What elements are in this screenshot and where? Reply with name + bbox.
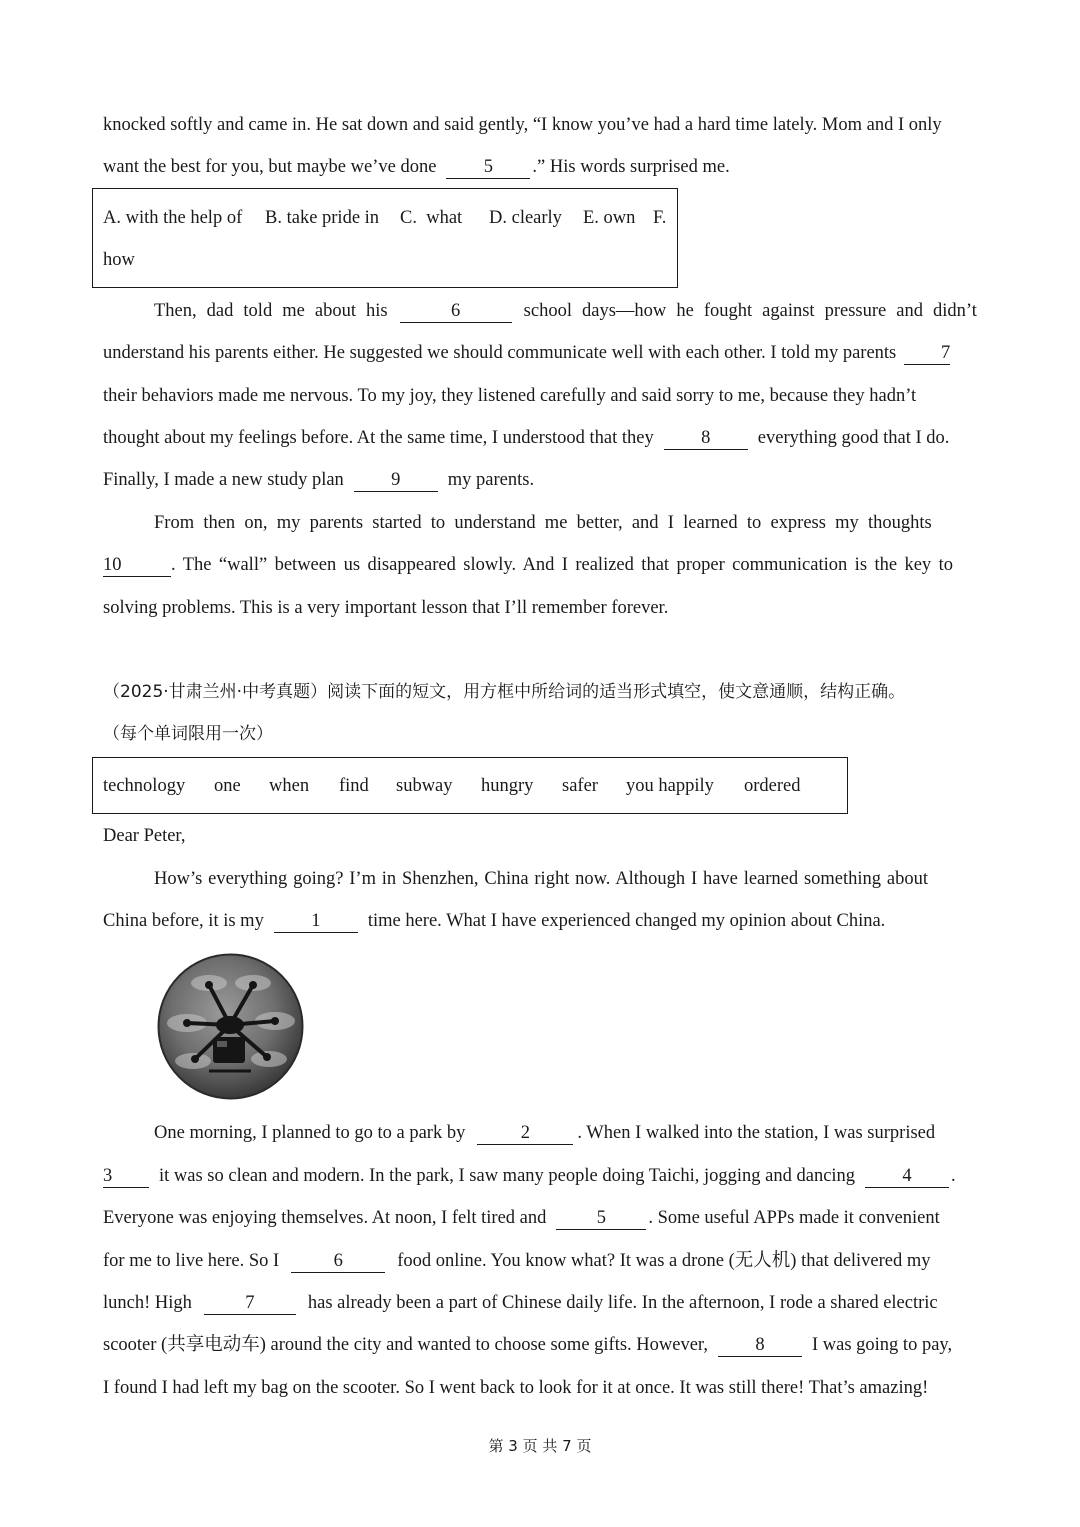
text-line [103, 112, 977, 138]
text: I found I had left my bag on the scooter. So I went back to look for it at once. It was still there! That’s amazing! [103, 1378, 929, 1398]
text-line [103, 467, 977, 493]
text-line [103, 1205, 977, 1231]
answer-blank[interactable]: 8 [664, 428, 748, 450]
word: me [282, 301, 305, 321]
text-line [103, 595, 977, 621]
text: From then on, my parents started to understand me better, and I learned to express my thoughts [154, 513, 932, 533]
word: pressure [824, 301, 887, 321]
word-bank-item: technology [103, 776, 186, 796]
text: scooter (共享电动车) around the city and wanted to choose some gifts. However, [103, 1335, 708, 1355]
word-bank-item: hungry [481, 776, 534, 796]
page-number: 第 3 页 共 7 页 [488, 1437, 592, 1455]
text-line [154, 510, 977, 536]
text: their behaviors made me nervous. To my joy, they listened carefully and said sorry to me, because they hadn’t [103, 386, 917, 406]
text-line [103, 552, 977, 578]
word-bank-item: ordered [744, 776, 801, 796]
word: dad [206, 301, 234, 321]
instruction-text: （2025·甘肃兰州·中考真题）阅读下面的短文，用方框中所给词的适当形式填空，使文意通顺，结构正确。 [103, 682, 906, 702]
text-line [103, 425, 977, 451]
text: knocked softly and came in. He sat down and said gently, “I know you’ve had a hard time lately. Mom and I only [103, 115, 942, 135]
answer-blank[interactable]: 2 [477, 1123, 573, 1145]
word: days—how [582, 301, 667, 321]
option-f: F. [653, 208, 667, 228]
text: has already been a part of Chinese daily life. In the afternoon, I rode a shared electric [307, 1293, 938, 1313]
salutation: Dear Peter, [103, 826, 186, 846]
text-line [103, 340, 977, 366]
answer-blank[interactable]: 5 [446, 157, 530, 179]
word: Then, [154, 301, 197, 321]
word: didn’t [933, 301, 977, 321]
text: solving problems. This is a very important lesson that I’ll remember forever. [103, 598, 669, 618]
text: everything good that I do. [757, 428, 950, 448]
instruction [103, 679, 977, 705]
text-line [154, 298, 977, 324]
option-b: B. take pride in [265, 208, 380, 228]
text: understand his parents either. He suggested we should communicate well with each other. I told my parents [103, 343, 897, 363]
word-bank-item: find [339, 776, 369, 796]
word-bank-box [92, 757, 848, 814]
text: I was going to pay, [811, 1335, 953, 1355]
answer-blank[interactable]: 10 [103, 555, 171, 577]
option-e: E. own [583, 208, 636, 228]
option-a: A. with the help of [103, 208, 243, 228]
word-options-box [92, 188, 678, 288]
answer-blank[interactable]: 7 [204, 1293, 296, 1315]
text: . The “wall” between us disappeared slowly. And I realized that proper communication is the key to [171, 555, 953, 575]
word: he [676, 301, 694, 321]
answer-blank[interactable]: 8 [718, 1335, 802, 1357]
text: time here. What I have experienced changed my opinion about China. [367, 911, 886, 931]
answer-blank[interactable]: 5 [556, 1208, 646, 1230]
text: China before, it is my [103, 911, 264, 931]
text-line [154, 866, 977, 892]
drone-image [157, 953, 304, 1100]
text: want the best for you, but maybe we’ve done [103, 157, 437, 177]
word: against [762, 301, 815, 321]
text-line [154, 1120, 977, 1146]
answer-blank[interactable]: 6 [291, 1251, 385, 1273]
text: for me to live here. So I [103, 1251, 280, 1271]
word-bank-item: you happily [626, 776, 714, 796]
answer-blank[interactable]: 6 [400, 301, 512, 323]
text: lunch! High [103, 1293, 192, 1313]
text-line [103, 1332, 977, 1358]
text: thought about my feelings before. At the same time, I understood that they [103, 428, 654, 448]
word: fought [703, 301, 753, 321]
text-line [103, 823, 977, 849]
text: food online. You know what? It was a drone (无人机) that delivered my [397, 1251, 931, 1271]
text: it was so clean and modern. In the park, I saw many people doing Taichi, jogging and dancing [159, 1166, 856, 1186]
option-f-word: how [103, 250, 135, 270]
answer-blank[interactable]: 4 [865, 1166, 949, 1188]
instruction-note: （每个单词限用一次） [103, 724, 273, 744]
instruction [103, 721, 977, 747]
answer-blank[interactable]: 9 [354, 470, 438, 492]
answer-blank[interactable]: 7 [904, 343, 950, 365]
text: Everyone was enjoying themselves. At noon, I felt tired and [103, 1208, 547, 1228]
option-d: D. clearly [489, 208, 562, 228]
text: . Some useful APPs made it convenient [648, 1208, 940, 1228]
text-line [103, 1248, 977, 1274]
text-line [103, 383, 977, 409]
text-line [103, 1163, 977, 1189]
text: How’s everything going? I’m in Shenzhen, China right now. Although I have learned something about [154, 869, 928, 889]
word: told [243, 301, 273, 321]
word: school [523, 301, 572, 321]
word: and [896, 301, 924, 321]
text: . [951, 1166, 956, 1186]
answer-blank[interactable]: 3 [103, 1166, 149, 1188]
text: .” His words surprised me. [532, 157, 730, 177]
text-line [103, 908, 977, 934]
option-c: C. what [400, 208, 463, 228]
text: One morning, I planned to go to a park by [154, 1123, 466, 1143]
text: Finally, I made a new study plan [103, 470, 344, 490]
word-bank-item: one [214, 776, 241, 796]
text: my parents. [447, 470, 535, 490]
word-bank-item: when [269, 776, 310, 796]
word-bank-item: safer [562, 776, 598, 796]
text-line [103, 1375, 977, 1401]
word: his [366, 301, 388, 321]
word: about [314, 301, 356, 321]
word-bank-item: subway [396, 776, 453, 796]
answer-blank[interactable]: 1 [274, 911, 358, 933]
text: . When I walked into the station, I was surprised [577, 1123, 936, 1143]
text-line [103, 154, 977, 180]
text-line [103, 1290, 977, 1316]
